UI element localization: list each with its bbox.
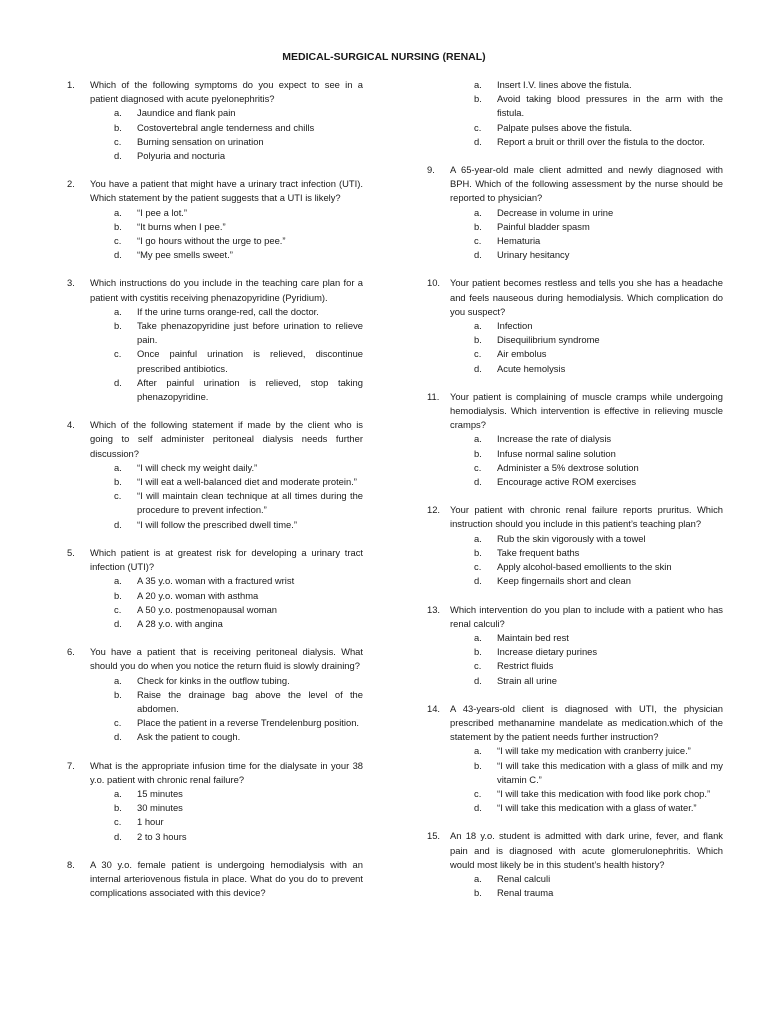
question-number: 4. [67,419,75,431]
choice-letter: c. [114,348,122,360]
choice-4-a [67,461,363,475]
choice-text: Palpate pulses above the fistula. [497,121,632,133]
choice-text: Keep fingernails short and clean [497,575,631,587]
choice-letter: a. [474,532,482,544]
question-8-stem [67,858,363,901]
choice-letter: a. [114,461,122,473]
question-number: 15. [427,830,441,842]
choice-letter: a. [114,206,122,218]
question-7 [67,759,363,844]
question-text: Your patient is complaining of muscle cramps while undergoing hemodialysis. Which intervention is effective in relieving muscle cramps? [450,390,723,431]
choice-letter: a. [474,320,482,332]
choice-8-a [427,78,723,92]
question-9 [427,163,723,262]
choice-8-c [427,121,723,135]
question-5-choices [67,574,363,631]
choice-text: Increase dietary purines [497,646,598,658]
choice-letter: a. [114,305,122,317]
choice-9-d [427,248,723,262]
choice-10-a [427,319,723,333]
choice-text: 1 hour [137,816,164,828]
choice-7-a [67,787,363,801]
question-12-stem [427,503,723,531]
choice-letter: d. [474,476,482,488]
choice-text: “I will take this medication with food like pork chop.” [497,787,711,799]
choice-10-d [427,362,723,376]
choice-letter: b. [474,546,482,558]
question-text: Which instructions do you include in the teaching care plan for a patient with cystitis receiving phenazopyridine (Pyridium). [90,277,363,303]
choice-text: Check for kinks in the outflow tubing. [137,674,290,686]
choice-text: A 50 y.o. postmenopausal woman [137,603,278,615]
choice-letter: c. [474,348,482,360]
choice-text: 30 minutes [137,802,183,814]
question-12-choices [427,532,723,589]
question-6-choices [67,674,363,745]
choice-text: Once painful urination is relieved, discontinue prescribed antibiotics. [137,348,363,374]
choice-letter: b. [474,334,482,346]
choice-letter: c. [474,121,482,133]
choice-13-a [427,631,723,645]
choice-text: Infuse normal saline solution [497,447,616,459]
choice-13-d [427,674,723,688]
choice-letter: c. [474,461,482,473]
choice-letter: c. [114,135,122,147]
choice-7-d [67,830,363,844]
question-number: 6. [67,646,75,658]
question-text: Your patient becomes restless and tells you she has a headache and feels nauseous during hemodialysis. Which complication do you suspect? [450,277,723,317]
question-number: 10. [427,277,441,289]
choice-text: Strain all urine [497,674,557,686]
choice-text: Encourage active ROM exercises [497,476,637,488]
choice-text: “I will take this medication with a glass of water.” [497,802,697,814]
choice-text: Jaundice and flank pain [137,107,236,119]
choice-11-a [427,432,723,446]
question-number: 9. [427,164,435,176]
choice-text: “I go hours without the urge to pee.” [137,235,286,247]
choice-letter: d. [114,249,122,261]
choice-letter: c. [114,603,122,615]
choice-text: Insert I.V. lines above the fistula. [497,79,632,90]
choice-letter: c. [114,717,122,729]
choice-11-b [427,447,723,461]
choice-letter: c. [474,787,482,799]
choice-text: Rub the skin vigorously with a towel [497,532,646,544]
question-2 [67,177,363,262]
question-text: You have a patient that might have a urinary tract infection (UTI). Which statement by the patient suggests that a UTI is likely? [90,178,363,204]
choice-12-a [427,532,723,546]
page-title: MEDICAL-SURGICAL NURSING (RENAL) [282,51,486,63]
choice-text: Air embolus [497,348,547,360]
choice-text: Burning sensation on urination [137,135,264,147]
choice-text: Restrict fluids [497,660,554,672]
choice-letter: d. [114,617,122,629]
choice-6-c [67,716,363,730]
choice-text: 2 to 3 hours [137,830,187,842]
choice-2-a [67,206,363,220]
choice-letter: b. [114,802,122,814]
choice-text: Disequilibrium syndrome [497,334,600,346]
choice-12-c [427,560,723,574]
choice-letter: c. [114,490,122,502]
choice-14-b [427,759,723,787]
choice-8-d [427,135,723,149]
right-column [427,78,723,914]
choice-text: “I will take my medication with cranberry juice.” [497,745,691,757]
question-9-choices [427,206,723,263]
question-text: A 43-years-old client is diagnosed with UTI, the physician prescribed methanamine mandelate as medication.which of the statement by the patient needs further instruction? [450,702,723,743]
choice-text: Report a bruit or thrill over the fistula to the doctor. [497,135,705,147]
choice-letter: b. [114,589,122,601]
choice-letter: a. [474,79,482,90]
choice-text: 15 minutes [137,787,183,799]
choice-5-d [67,617,363,631]
choice-5-c [67,603,363,617]
choice-letter: b. [474,93,482,105]
question-1-stem [67,78,363,106]
choice-letter: a. [114,575,122,587]
question-number: 2. [67,178,75,190]
choice-4-d [67,518,363,532]
choice-6-a [67,674,363,688]
question-4-choices [67,461,363,532]
choice-letter: a. [114,674,122,686]
choice-letter: d. [474,362,482,374]
choice-2-d [67,248,363,262]
choice-text: Painful bladder spasm [497,220,590,232]
choice-5-a [67,574,363,588]
choice-text: Apply alcohol-based emollients to the skin [497,561,672,573]
question-5 [67,546,363,631]
choice-text: Costovertebral angle tenderness and chills [137,121,315,133]
choice-6-b [67,688,363,716]
choice-letter: c. [114,816,122,828]
question-2-stem [67,177,363,205]
choice-letter: b. [474,447,482,459]
choice-text: “I will check my weight daily.” [137,461,258,473]
choice-12-b [427,546,723,560]
choice-2-c [67,234,363,248]
choice-letter: a. [114,787,122,799]
choice-letter: d. [474,674,482,686]
left-column [67,78,363,914]
choice-letter: a. [474,745,482,757]
choice-text: Ask the patient to cough. [137,731,241,743]
question-number: 3. [67,277,75,289]
question-3-stem [67,276,363,304]
choice-letter: b. [114,220,122,232]
choice-text: “I pee a lot.” [137,206,188,218]
choice-text: Maintain bed rest [497,631,569,643]
choice-letter: b. [114,320,122,332]
question-11-choices [427,432,723,489]
choice-text: Hematuria [497,235,541,247]
choice-letter: a. [474,631,482,643]
question-11 [427,390,723,489]
question-13 [427,603,723,688]
choice-text: Urinary hesitancy [497,249,570,261]
choice-9-c [427,234,723,248]
question-8-continued-choices [427,78,723,149]
choice-letter: d. [474,802,482,814]
question-11-stem [427,390,723,433]
choice-letter: d. [114,731,122,743]
choice-text: “I will follow the prescribed dwell time.” [137,518,297,530]
choice-text: A 20 y.o. woman with asthma [137,589,259,601]
choice-letter: a. [474,206,482,218]
choice-text: Decrease in volume in urine [497,206,614,218]
choice-letter: b. [474,759,482,771]
question-number: 1. [67,79,75,90]
choice-letter: b. [114,121,122,133]
choice-text: After painful urination is relieved, stop taking phenazopyridine. [137,376,363,403]
choice-text: Increase the rate of dialysis [497,433,612,445]
choice-letter: c. [474,660,482,672]
choice-11-c [427,461,723,475]
question-2-choices [67,206,363,263]
choice-text: Take frequent baths [497,546,580,558]
choice-letter: b. [474,220,482,232]
question-9-stem [427,163,723,206]
choice-1-a [67,106,363,120]
choice-14-c [427,787,723,801]
question-12 [427,503,723,588]
choice-15-b [427,886,723,900]
choice-1-d [67,149,363,163]
choice-text: Polyuria and nocturia [137,150,226,162]
choice-letter: d. [114,830,122,842]
question-text: Which of the following statement if made by the client who is going to self administer peritoneal dialysis needs further discussion? [90,419,363,459]
choice-15-a [427,872,723,886]
choice-text: Administer a 5% dextrose solution [497,461,639,473]
question-14-choices [427,744,723,815]
question-6 [67,645,363,744]
question-text: Which intervention do you plan to include with a patient who has renal calculi? [450,603,723,629]
question-3 [67,276,363,404]
choice-letter: a. [114,107,122,119]
question-text: An 18 y.o. student is admitted with dark urine, fever, and flank pain and is diagnosed with acute glomerulonephritis. Which would most likely be in this student’s health history? [450,830,723,870]
question-number: 5. [67,546,75,558]
choice-13-b [427,645,723,659]
choice-3-d [67,376,363,404]
choice-letter: c. [114,235,122,247]
choice-2-b [67,220,363,234]
choice-10-c [427,347,723,361]
choice-text: “I will eat a well-balanced diet and moderate protein.” [137,476,357,488]
choice-11-d [427,475,723,489]
choice-text: A 28 y.o. with angina [137,617,223,629]
question-14-stem [427,702,723,745]
question-15 [427,829,723,900]
question-13-choices [427,631,723,688]
question-number: 11. [427,390,440,402]
choice-13-c [427,659,723,673]
question-text: You have a patient that is receiving peritoneal dialysis. What should you do when you notice the return fluid is slowly draining? [90,646,363,672]
choice-letter: d. [474,575,482,587]
choice-letter: b. [114,688,122,700]
choice-3-a [67,305,363,319]
choice-letter: c. [474,235,482,247]
choice-text: If the urine turns orange-red, call the doctor. [137,305,319,317]
question-number: 7. [67,759,75,771]
choice-letter: d. [474,135,482,147]
choice-text: “I will take this medication with a glass of milk and my vitamin C.” [497,759,723,785]
question-15-stem [427,829,723,872]
question-text: What is the appropriate infusion time for the dialysate in your 38 y.o. patient with chronic renal failure? [90,759,363,785]
choice-text: “My pee smells sweet.” [137,249,233,261]
choice-8-b [427,92,723,120]
choice-text: Avoid taking blood pressures in the arm with the fistula. [497,93,723,119]
question-10-choices [427,319,723,376]
choice-12-d [427,574,723,588]
choice-9-a [427,206,723,220]
choice-letter: a. [474,872,482,884]
choice-letter: d. [114,150,122,162]
choice-text: Acute hemolysis [497,362,566,374]
choice-14-d [427,801,723,815]
choice-letter: c. [474,561,482,573]
choice-text: Renal calculi [497,872,551,884]
question-4 [67,418,363,532]
choice-1-c [67,135,363,149]
question-10 [427,276,723,375]
choice-4-b [67,475,363,489]
choice-letter: d. [114,518,122,530]
question-15-choices [427,872,723,900]
question-3-choices [67,305,363,404]
question-10-stem [427,276,723,319]
choice-4-c [67,489,363,517]
choice-text: “I will maintain clean technique at all times during the procedure to prevent infection.” [137,490,363,516]
question-7-stem [67,759,363,787]
question-8-choices [427,78,723,149]
question-14 [427,702,723,816]
question-8 [67,858,363,901]
question-7-choices [67,787,363,844]
question-number: 8. [67,858,75,870]
choice-letter: d. [474,249,482,261]
choice-7-c [67,815,363,829]
question-number: 14. [427,702,441,714]
choice-14-a [427,744,723,758]
choice-text: Renal trauma [497,887,554,899]
choice-text: Raise the drainage bag above the level of the abdomen. [137,688,363,714]
question-13-stem [427,603,723,631]
question-text: Your patient with chronic renal failure reports pruritus. Which instruction should you include in this patient’s teaching plan? [450,504,723,530]
choice-10-b [427,333,723,347]
question-number: 13. [427,603,441,615]
choice-7-b [67,801,363,815]
question-1 [67,78,363,163]
choice-text: Infection [497,320,533,332]
question-6-stem [67,645,363,673]
choice-text: Take phenazopyridine just before urination to relieve pain. [137,320,363,346]
choice-5-b [67,589,363,603]
choice-9-b [427,220,723,234]
question-1-choices [67,106,363,163]
choice-text: “It burns when I pee.” [137,220,226,232]
question-text: Which patient is at greatest risk for developing a urinary tract infection (UTI)? [90,546,363,573]
choice-letter: b. [474,646,482,658]
question-5-stem [67,546,363,574]
question-text: Which of the following symptoms do you expect to see in a patient diagnosed with acute pyelonephritis? [90,79,363,105]
choice-6-d [67,730,363,744]
choice-letter: b. [114,476,122,488]
question-text: A 30 y.o. female patient is undergoing hemodialysis with an internal arteriovenous fistula in place. What do you do to prevent complications associated with this device? [90,858,363,899]
choice-1-b [67,121,363,135]
choice-letter: b. [474,887,482,899]
choice-text: A 35 y.o. woman with a fractured wrist [137,575,295,587]
question-4-stem [67,418,363,461]
choice-letter: a. [474,433,482,445]
choice-3-b [67,319,363,347]
choice-3-c [67,347,363,375]
question-number: 12. [427,504,441,516]
choice-letter: d. [114,376,122,388]
choice-text: Place the patient in a reverse Trendelenburg position. [137,717,360,729]
question-text: A 65-year-old male client admitted and newly diagnosed with BPH. Which of the following assessment by the nurse should be reported to physician? [450,164,723,204]
